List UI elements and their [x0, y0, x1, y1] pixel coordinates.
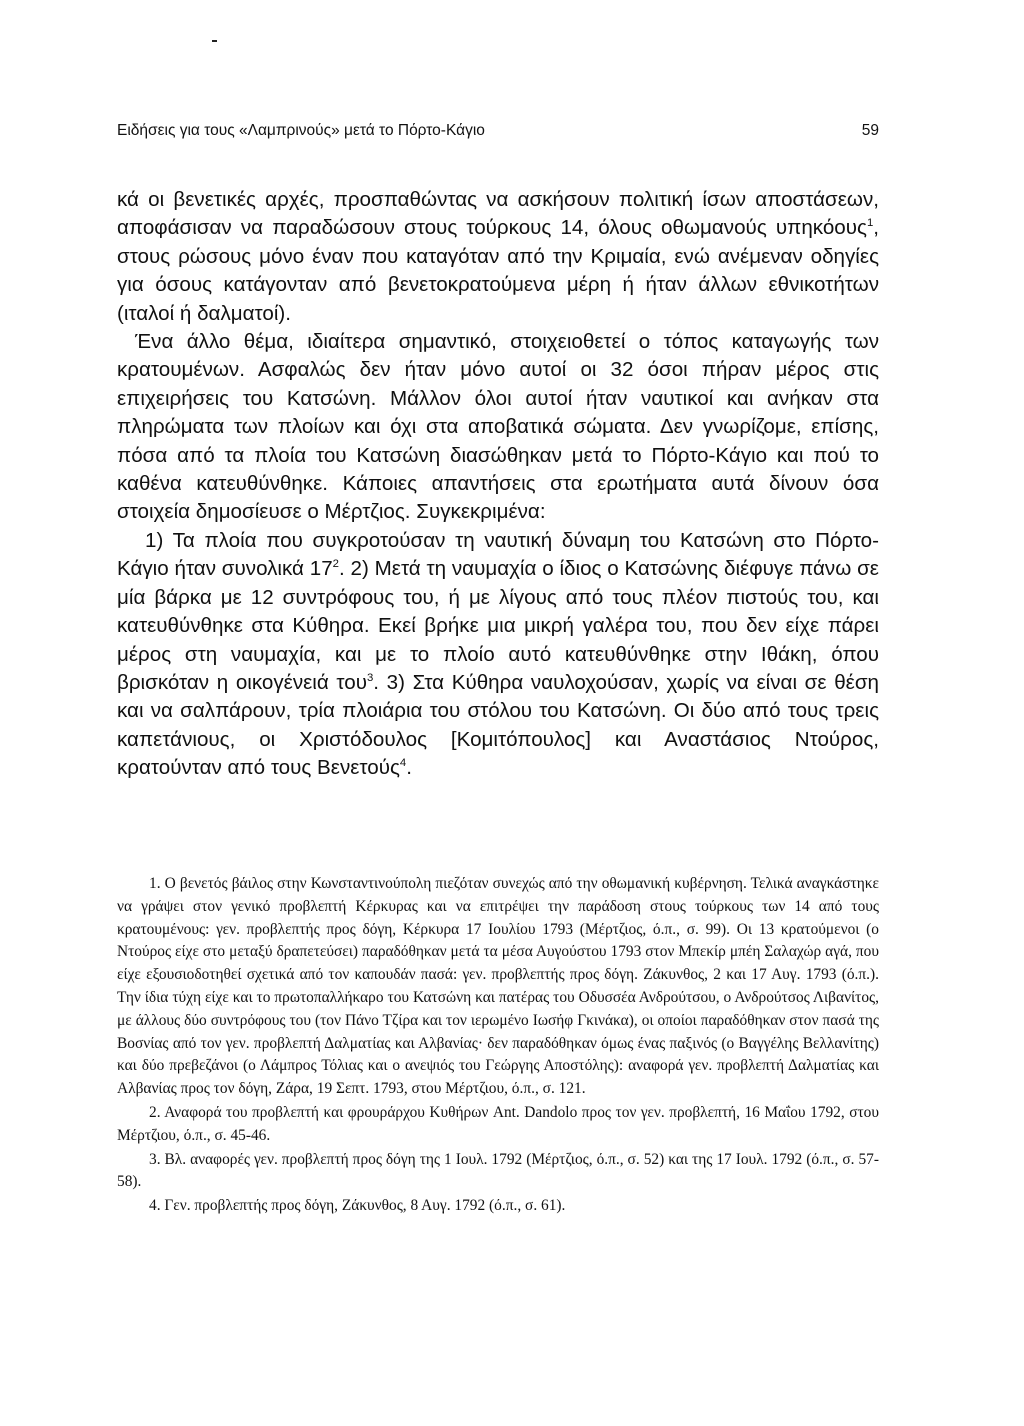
paragraph-3-part-b: . 2) Μετά τη ναυμαχία ο ίδιος ο Κατσώνης διέφυγε πάνω σε μία βάρκα με 12 συντρόφους του, ή με λίγους από τους πλέον πιστούς του, και κατευθύνθηκε στα Κύθηρα. Εκεί βρήκε μια μικρή γαλέρα του, που δεν είχε πάρει μέρος στη ναυμαχία, και με το πλοίο αυτό κατευθύνθηκε στην Ιθάκη, όπου βρισκόταν η οικογένειά του	[117, 557, 879, 694]
paragraph-3-part-a: 1) Τα πλοία που συγκροτούσαν τη ναυτική δύναμη του Κατσώνη στο Πόρτο-Κάγιο ήταν συνολικά 17	[117, 528, 879, 581]
paragraph-3-part-c: . 3) Στα Κύθηρα ναυλοχούσαν, χωρίς να είναι σε θέση και να σαλπάρουν, τρία πλοιάρια του στόλου του Κατσώνη. Οι δύο από τους τρεις καπετάνιους, οι Χριστόδουλος [Κομιτόπουλος] και Αναστάσιος Ντούρος, κρατούνταν από τους Βενετούς	[117, 670, 879, 780]
paragraph-3	[117, 527, 879, 783]
footnote-ref-2: 2	[332, 558, 339, 571]
paragraph-1-text: κά οι βενετικές αρχές, προσπαθώντας να ασκήσουν πολιτική ίσων αποστάσεων, αποφάσισαν να παραδώσουν στους τούρκους 14, όλους οθωμανούς υπηκόους	[117, 188, 879, 240]
scan-mark	[212, 40, 217, 42]
footnote-4: 4. Γεν. προβλεπτής προς δόγη, Ζάκυνθος, 8 Αυγ. 1792 (ό.π., σ. 61).	[149, 1197, 566, 1215]
paragraph-2: Ένα άλλο θέμα, ιδιαίτερα σημαντικό, στοιχειοθετεί ο τόπος καταγωγής των κρατουμένων. Ασφαλώς δεν ήταν μόνο αυτοί οι 32 όσοι πήραν μέρος στις επιχειρήσεις του Κατσώνη. Μάλλον όλοι αυτοί ήταν ναυτικοί και ανήκαν στα πληρώματα των πλοίων και όχι στα αποβατικά σώματα. Δεν γνωρίζομε, επίσης, πόσα από τα πλοία του Κατσώνη διασώθηκαν μετά το Πόρτο-Κάγιο και πού το καθένα κατευθύνθηκε. Κάποιες απαντήσεις στα ερωτήματα αυτά δίνουν όσα στοιχεία δημοσίευσε ο Μέρτζιος. Συγκεκριμένα:	[117, 330, 879, 524]
footnote-2: 2. Αναφορά του προβλεπτή και φρουράρχου Κυθήρων Ant. Dandolo προς τον γεν. προβλεπτή, 16 Μαΐου 1792, στου Μέρτζιου, ό.π., σ. 45-46.	[117, 1103, 879, 1144]
running-head	[117, 120, 879, 142]
page-number: 59	[861, 122, 879, 139]
footnote-ref-4: 4	[399, 757, 407, 770]
footnote-1: 1. Ο βενετός βάιλος στην Κωνσταντινούπολη πιεζόταν συνεχώς από την οθωμανική κυβέρνηση. Τελικά αναγκάστηκε να γράψει στον γενικό προβλεπτή Κέρκυρας και να επιτρέψει την παράδοση στους τούρκους των 14 από τους κρατουμένους: γεν. προβλεπτής προς δόγη, Κέρκυρα 17 Ιουλίου 1793 (Μέρτζιος, ό.π., σ. 99). Οι 13 κρατούμενοι (ο Ντούρος είχε στο μεταξύ δραπετεύσει) παραδόθηκαν μετά τα μέσα Αυγούστου 1793 στον Μπεκίρ μπέη Σαλαχώρ αγά, που είχε εξουσιοδοτηθεί σχετικά από τον καπουδάν πασά: γεν. προβλεπτής προς δόγη. Ζάκυνθος, 2 και 17 Αυγ. 1793 (ό.π.). Την ίδια τύχη είχε και το πρωτοπαλλήκαρο του Κατσώνη και πατέρας του Οδυσσέα Ανδρούτσου, ο Ανδρούτσος Λιβανίτος, με άλλους δύο συντρόφους του (τον Πάνο Τζίρα και τον ιερωμένο Ιωσήφ Γκινάκα), οι οποίοι παραδόθηκαν στον πασά της Βοσνίας από τον γεν. προβλεπτή Δαλματίας και Αλβανίας· δεν παραδόθηκαν όμως ένας παξινός (ο Βαγγέλης Βελλανίτης) και δύο πρεβεζάνοι (ο Λάμπρος Τόλιας και ο ανεψιός του Γεώργης Αποστόλης): αναφορά γεν. προβλεπτή Δαλματίας και Αλβανίας προς τον δόγη, Ζάρα, 19 Σεπτ. 1793, στου Μέρτζιου, ό.π., σ. 121.	[117, 875, 879, 1098]
footnotes	[117, 873, 879, 1219]
main-text	[117, 186, 879, 783]
running-head-title: Ειδήσεις για τους «Λαμπρινούς» μετά το Πόρτο-Κάγιο	[117, 122, 485, 139]
footnote-ref-3: 3	[366, 671, 374, 684]
footnote-3: 3. Βλ. αναφορές γεν. προβλεπτή προς δόγη της 1 Ιουλ. 1792 (Μέρτζιος, ό.π., σ. 52) και της 17 Ιουλ. 1792 (ό.π., σ. 57-58).	[117, 1150, 879, 1191]
footnote-ref-1: 1	[866, 217, 874, 230]
paragraph-1-rest: , στους ρώσους μόνο έναν που καταγόταν από την Κριμαία, ενώ ανέμεναν οδηγίες για όσους κατάγονταν από βενετοκρατούμενα μέρη ή ήταν άλλων εθνικοτήτων (ιταλοί ή δαλματοί).	[117, 216, 879, 325]
paragraph-3-part-d: .	[406, 756, 412, 780]
paragraph-1	[117, 186, 879, 328]
book-page	[117, 0, 879, 1426]
